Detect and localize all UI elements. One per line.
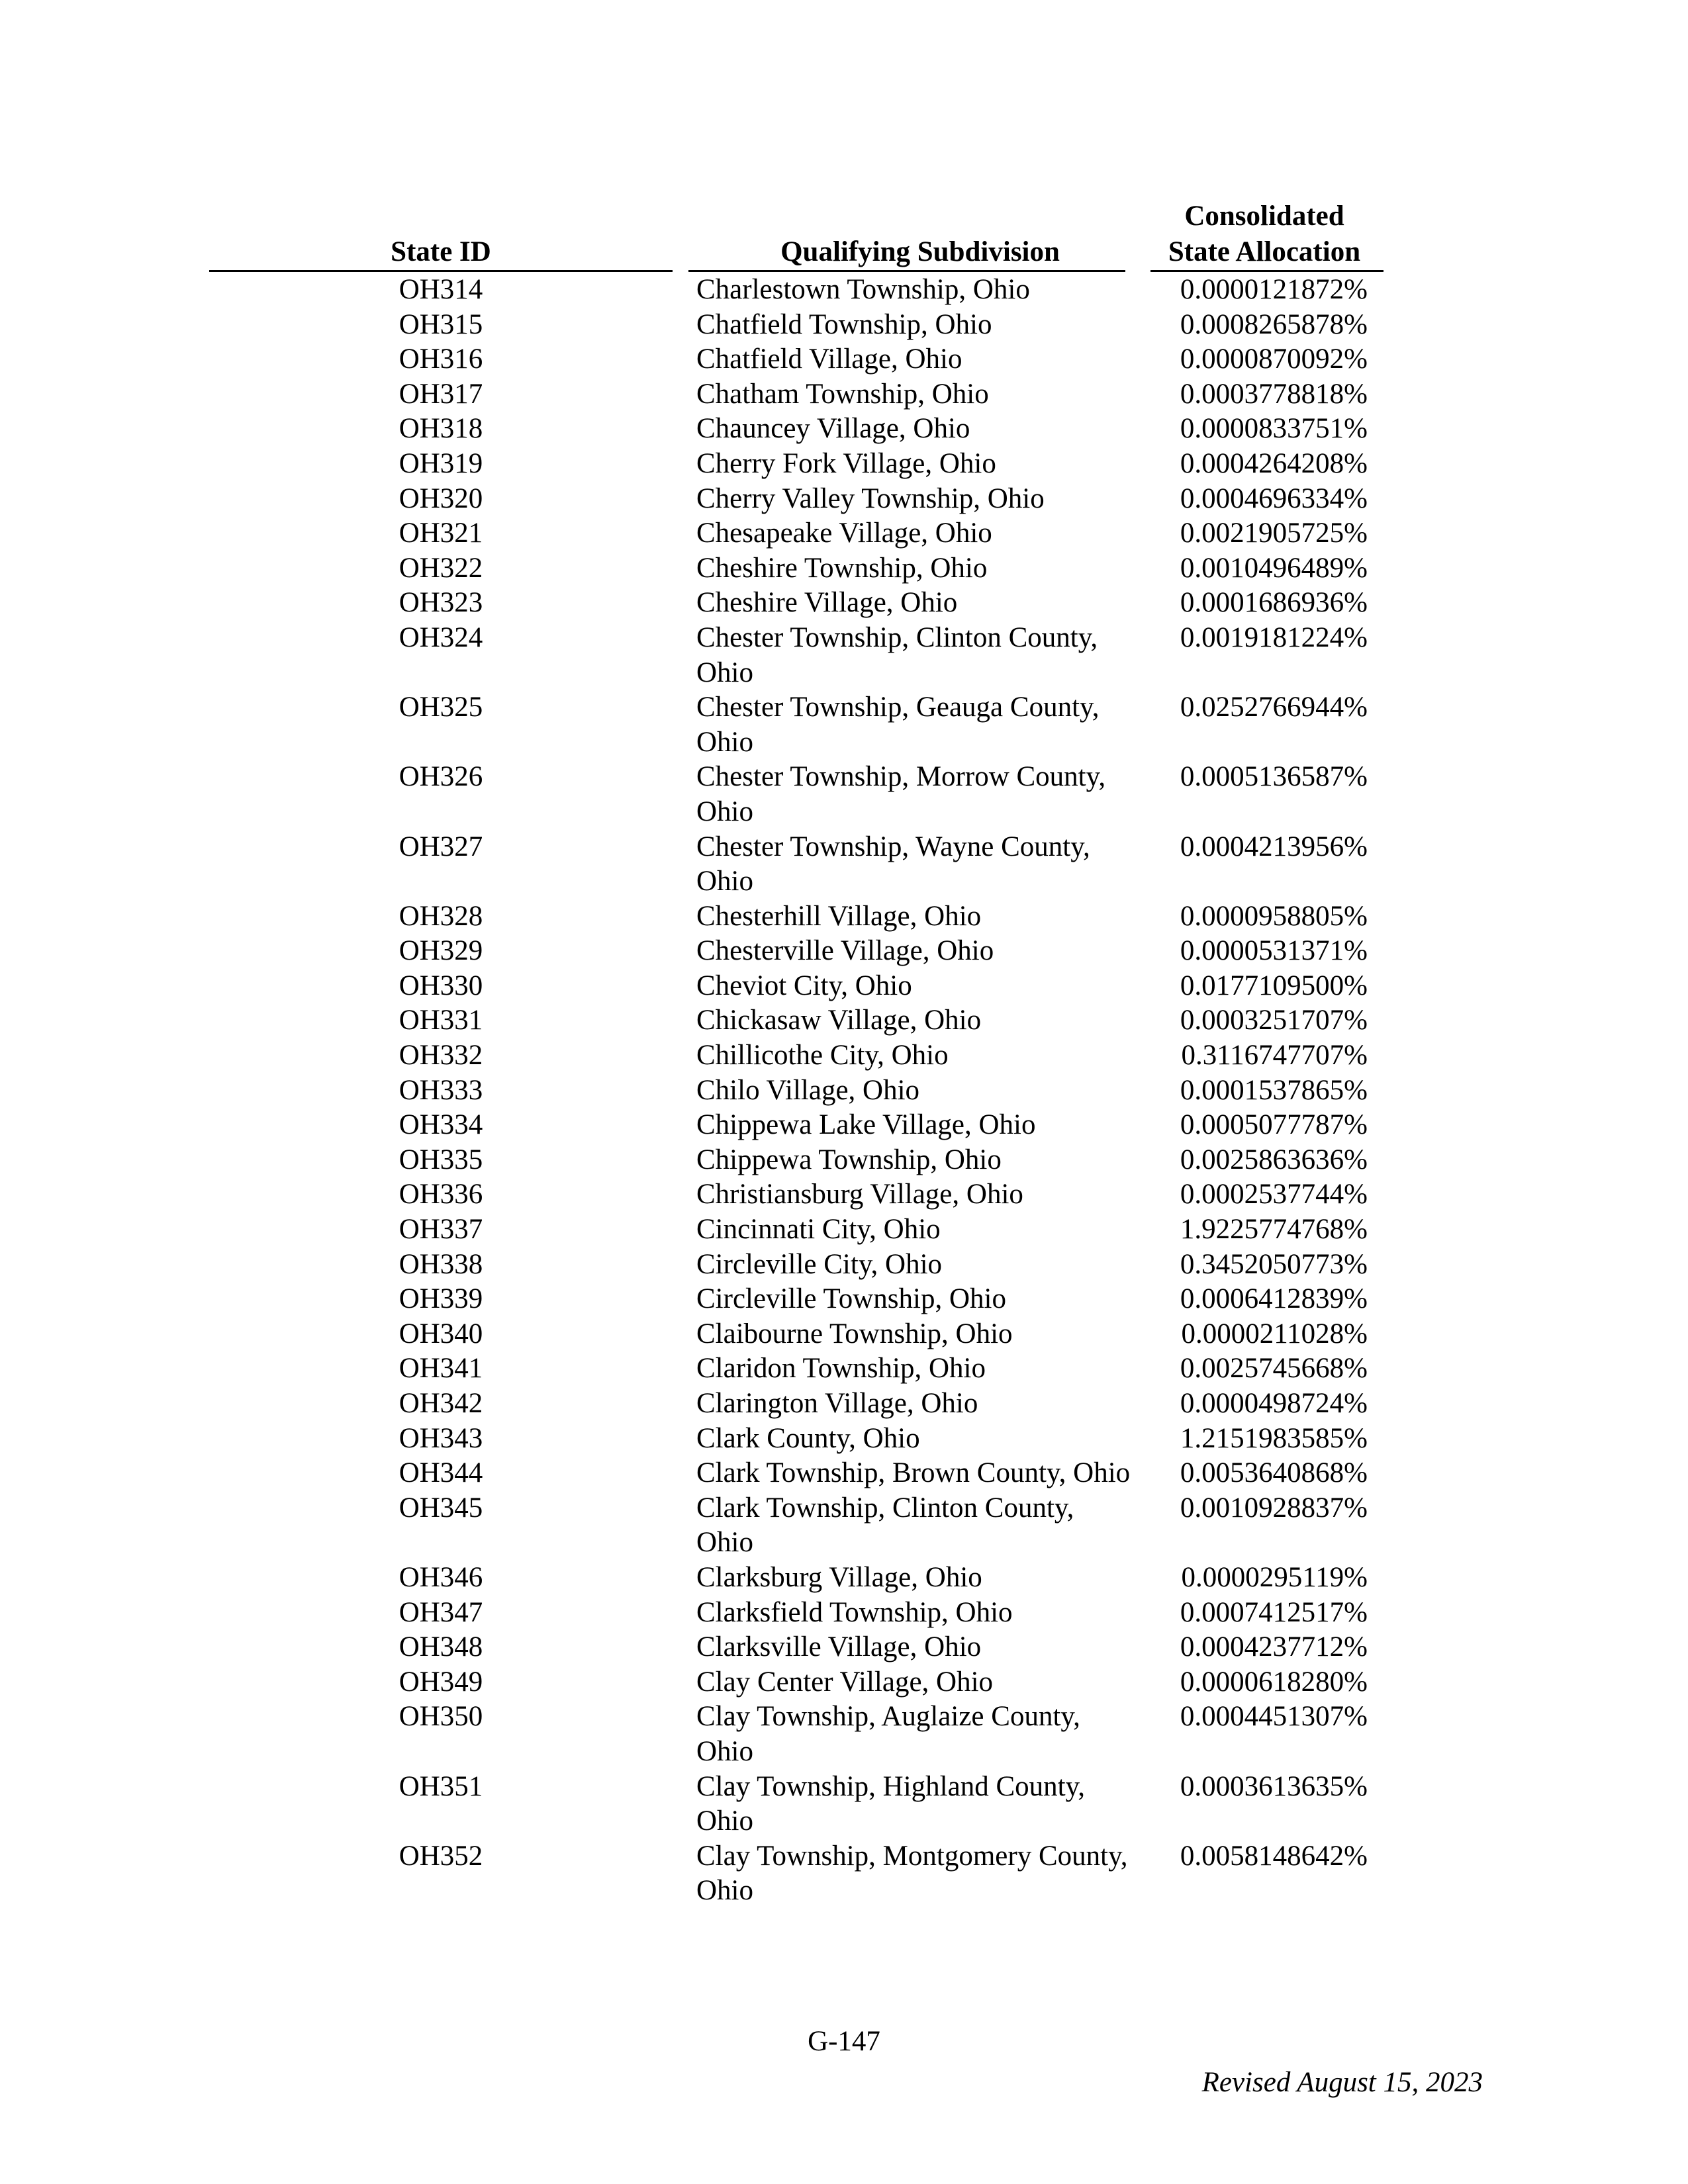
table-row (0, 934, 1688, 969)
table-row (0, 447, 1688, 482)
header-consolidated-state-allocation (1145, 199, 1383, 270)
state-id-cell: OH315 (399, 308, 483, 340)
state-id-cell: OH328 (399, 900, 483, 932)
subdivision-cell: Clarksville Village, Ohio (696, 1631, 982, 1663)
table-row (0, 1248, 1688, 1283)
allocation-cell: 0.0002537744% (1180, 1179, 1368, 1210)
table-row (0, 830, 1688, 899)
header-qualifying-subdivision: Qualifying Subdivision (780, 236, 1060, 267)
subdivision-cell: Cherry Fork Village, Ohio (696, 447, 996, 479)
subdivision-cell: Chickasaw Village, Ohio (696, 1005, 982, 1036)
allocation-cell: 0.0003778818% (1180, 378, 1368, 410)
state-id-cell: OH343 (399, 1422, 483, 1454)
table-row (0, 273, 1688, 308)
allocation-cell: 0.0007412517% (1180, 1596, 1368, 1628)
subdivision-cell: Claibourne Township, Ohio (696, 1318, 1013, 1349)
table-row (0, 551, 1688, 586)
revision-date: Revised August 15, 2023 (1201, 2067, 1483, 2098)
allocation-cell: 0.0005136587% (1180, 761, 1368, 793)
table-row (0, 377, 1688, 412)
allocation-cell: 0.0000958805% (1180, 900, 1368, 932)
allocation-cell: 0.0000531371% (1180, 935, 1368, 967)
table-row (0, 1700, 1688, 1769)
subdivision-cell: Cincinnati City, Ohio (696, 1214, 941, 1246)
state-id-cell: OH339 (399, 1283, 483, 1315)
state-id-cell: OH317 (399, 378, 483, 410)
table-row (0, 1456, 1688, 1491)
state-id-cell: OH333 (399, 1074, 483, 1106)
state-id-cell: OH352 (399, 1840, 483, 1872)
table-row (0, 760, 1688, 829)
table-row (0, 899, 1688, 934)
state-id-cell: OH345 (399, 1492, 483, 1524)
subdivision-cell: Chester Township, Wayne County, Ohio (696, 831, 1090, 897)
allocation-cell: 0.0019181224% (1180, 621, 1368, 653)
table-row (0, 1143, 1688, 1178)
table-row (0, 1665, 1688, 1700)
table-row (0, 1177, 1688, 1212)
state-id-cell: OH324 (399, 621, 483, 653)
state-id-cell: OH319 (399, 447, 483, 479)
state-id-cell: OH337 (399, 1214, 483, 1246)
table-row (0, 1596, 1688, 1631)
state-id-cell: OH344 (399, 1457, 483, 1489)
state-id-cell: OH347 (399, 1596, 483, 1628)
state-id-cell: OH332 (399, 1040, 483, 1071)
header-rule-state-id (209, 270, 673, 272)
subdivision-cell: Clay Township, Highland County, Ohio (696, 1770, 1086, 1837)
subdivision-cell: Christiansburg Village, Ohio (696, 1179, 1023, 1210)
state-id-cell: OH327 (399, 831, 483, 862)
allocation-cell: 0.0001686936% (1180, 587, 1368, 619)
subdivision-cell: Clarington Village, Ohio (696, 1388, 978, 1419)
allocation-cell: 0.0000870092% (1180, 343, 1368, 375)
allocation-cell: 1.2151983585% (1180, 1422, 1368, 1454)
allocation-cell: 0.0252766944% (1180, 692, 1368, 723)
state-id-cell: OH350 (399, 1701, 483, 1733)
allocation-cell: 0.0004264208% (1180, 447, 1368, 479)
subdivision-cell: Chatham Township, Ohio (696, 378, 989, 410)
header-allocation-line1: Consolidated (1184, 201, 1344, 232)
state-id-cell: OH346 (399, 1561, 483, 1593)
subdivision-cell: Chester Township, Clinton County, Ohio (696, 621, 1098, 688)
table-row (0, 482, 1688, 517)
state-id-cell: OH325 (399, 692, 483, 723)
subdivision-cell: Chillicothe City, Ohio (696, 1040, 949, 1071)
state-id-cell: OH338 (399, 1248, 483, 1280)
state-id-cell: OH321 (399, 518, 483, 549)
table-row (0, 621, 1688, 690)
state-id-cell: OH336 (399, 1179, 483, 1210)
header-allocation-line2: State Allocation (1168, 236, 1361, 267)
subdivision-cell: Chauncey Village, Ohio (696, 413, 970, 445)
page-number: G-147 (808, 2026, 880, 2057)
subdivision-cell: Clay Township, Montgomery County, Ohio (696, 1840, 1128, 1907)
subdivision-cell: Cheviot City, Ohio (696, 970, 912, 1001)
state-id-cell: OH340 (399, 1318, 483, 1349)
allocation-cell: 0.0010928837% (1180, 1492, 1368, 1524)
state-id-cell: OH323 (399, 587, 483, 619)
subdivision-cell: Circleville City, Ohio (696, 1248, 943, 1280)
allocation-cell: 0.0005077787% (1180, 1109, 1368, 1141)
state-id-cell: OH351 (399, 1770, 483, 1802)
table-row (0, 1770, 1688, 1839)
state-id-cell: OH329 (399, 935, 483, 967)
subdivision-cell: Circleville Township, Ohio (696, 1283, 1006, 1315)
allocation-cell: 0.0000121872% (1180, 274, 1368, 305)
subdivision-cell: Cherry Valley Township, Ohio (696, 482, 1045, 514)
allocation-cell: 0.0058148642% (1180, 1840, 1368, 1872)
subdivision-cell: Clark Township, Brown County, Ohio (696, 1457, 1131, 1489)
subdivision-cell: Chatfield Township, Ohio (696, 308, 992, 340)
table-row (0, 1282, 1688, 1317)
state-id-cell: OH316 (399, 343, 483, 375)
table-row (0, 969, 1688, 1004)
subdivision-cell: Chesapeake Village, Ohio (696, 518, 992, 549)
allocation-cell: 0.3116747707% (1181, 1040, 1368, 1071)
table-row (0, 1387, 1688, 1422)
subdivision-cell: Clay Center Village, Ohio (696, 1666, 994, 1698)
allocation-cell: 0.0003613635% (1180, 1770, 1368, 1802)
table-row (0, 1422, 1688, 1457)
subdivision-cell: Chippewa Township, Ohio (696, 1144, 1002, 1175)
allocation-cell: 0.0000295119% (1181, 1561, 1368, 1593)
header-rule-subdivision (688, 270, 1125, 272)
allocation-cell: 0.0021905725% (1180, 518, 1368, 549)
allocation-cell: 0.0025863636% (1180, 1144, 1368, 1175)
allocation-cell: 0.0004451307% (1180, 1701, 1368, 1733)
table-row (0, 1108, 1688, 1143)
table-row (0, 1212, 1688, 1248)
subdivision-cell: Cheshire Village, Ohio (696, 587, 958, 619)
subdivision-cell: Claridon Township, Ohio (696, 1353, 986, 1385)
state-id-cell: OH320 (399, 482, 483, 514)
allocation-cell: 0.0000618280% (1180, 1666, 1368, 1698)
allocation-cell: 0.0053640868% (1180, 1457, 1368, 1489)
subdivision-cell: Chesterville Village, Ohio (696, 935, 994, 967)
table-row (0, 1351, 1688, 1387)
table-row (0, 1073, 1688, 1109)
table-row (0, 308, 1688, 343)
allocation-cell: 0.0004213956% (1180, 831, 1368, 862)
subdivision-cell: Chester Township, Morrow County, Ohio (696, 761, 1106, 827)
header-rule-allocation (1150, 270, 1383, 272)
header-state-id: State ID (391, 236, 491, 267)
allocation-cell: 0.0006412839% (1180, 1283, 1368, 1315)
allocation-cell: 0.0004696334% (1180, 482, 1368, 514)
state-id-cell: OH330 (399, 970, 483, 1001)
allocation-cell: 0.0008265878% (1180, 308, 1368, 340)
allocation-cell: 0.3452050773% (1180, 1248, 1368, 1280)
table-row (0, 342, 1688, 377)
subdivision-cell: Clarksfield Township, Ohio (696, 1596, 1013, 1628)
allocation-cell: 0.0025745668% (1180, 1353, 1368, 1385)
allocation-table-body (0, 273, 1688, 1909)
allocation-cell: 0.0004237712% (1180, 1631, 1368, 1663)
table-row (0, 690, 1688, 760)
table-row (0, 516, 1688, 551)
table-row (0, 1491, 1688, 1561)
allocation-cell: 0.0000211028% (1181, 1318, 1368, 1349)
subdivision-cell: Chesterhill Village, Ohio (696, 900, 982, 932)
table-row (0, 1003, 1688, 1038)
allocation-cell: 0.0000833751% (1180, 413, 1368, 445)
allocation-cell: 0.0001537865% (1180, 1074, 1368, 1106)
subdivision-cell: Chester Township, Geauga County, Ohio (696, 692, 1100, 758)
state-id-cell: OH318 (399, 413, 483, 445)
allocation-cell: 1.9225774768% (1180, 1214, 1368, 1246)
allocation-cell: 0.0003251707% (1180, 1005, 1368, 1036)
subdivision-cell: Clay Township, Auglaize County, Ohio (696, 1701, 1080, 1767)
allocation-cell: 0.0010496489% (1180, 552, 1368, 584)
subdivision-cell: Charlestown Township, Ohio (696, 274, 1030, 305)
state-id-cell: OH335 (399, 1144, 483, 1175)
state-id-cell: OH349 (399, 1666, 483, 1698)
table-row (0, 586, 1688, 621)
allocation-cell: 0.0177109500% (1180, 970, 1368, 1001)
table-row (0, 1317, 1688, 1352)
state-id-cell: OH348 (399, 1631, 483, 1663)
state-id-cell: OH334 (399, 1109, 483, 1141)
subdivision-cell: Chippewa Lake Village, Ohio (696, 1109, 1036, 1141)
table-row (0, 1561, 1688, 1596)
subdivision-cell: Chatfield Village, Ohio (696, 343, 962, 375)
state-id-cell: OH342 (399, 1388, 483, 1419)
allocation-cell: 0.0000498724% (1180, 1388, 1368, 1419)
state-id-cell: OH326 (399, 761, 483, 793)
state-id-cell: OH314 (399, 274, 483, 305)
state-id-cell: OH331 (399, 1005, 483, 1036)
subdivision-cell: Clarksburg Village, Ohio (696, 1561, 982, 1593)
table-row (0, 1630, 1688, 1665)
table-row (0, 1839, 1688, 1909)
subdivision-cell: Cheshire Township, Ohio (696, 552, 988, 584)
table-row (0, 1038, 1688, 1073)
subdivision-cell: Chilo Village, Ohio (696, 1074, 920, 1106)
table-row (0, 412, 1688, 447)
subdivision-cell: Clark Township, Clinton County, Ohio (696, 1492, 1074, 1559)
subdivision-cell: Clark County, Ohio (696, 1422, 920, 1454)
state-id-cell: OH341 (399, 1353, 483, 1385)
state-id-cell: OH322 (399, 552, 483, 584)
